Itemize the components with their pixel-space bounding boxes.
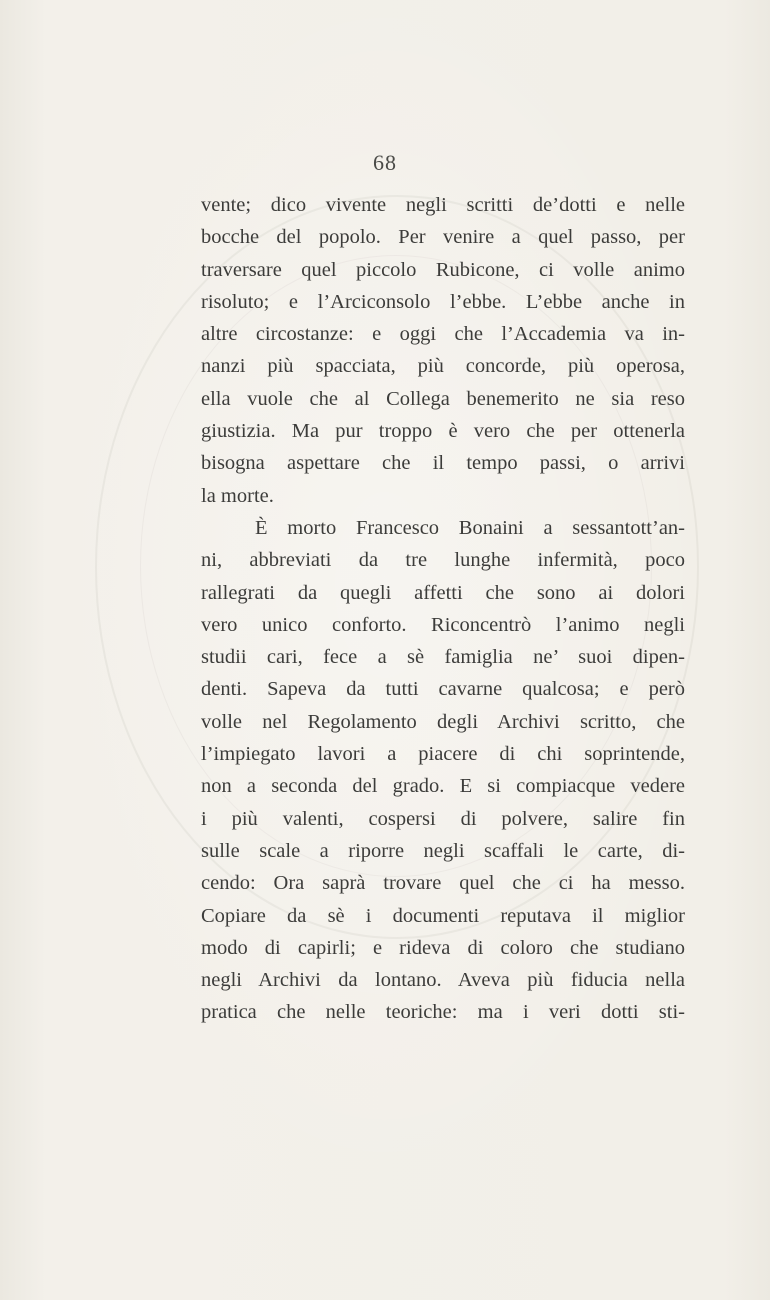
text-line: non a seconda del grado. E si compiacque vedere <box>201 775 685 798</box>
text-line: ni, abbreviati da tre lunghe infermità, poco <box>201 549 685 572</box>
text-line: vero unico conforto. Riconcentrò l’animo negli <box>201 613 685 636</box>
text-line: ella vuole che al Collega benemerito ne sia reso <box>201 387 685 410</box>
text-line: studii cari, fece a sè famiglia ne’ suoi dipen- <box>201 646 685 669</box>
body-text <box>201 189 685 1029</box>
text-line: nanzi più spacciata, più concorde, più operosa, <box>201 355 685 378</box>
text-line: sulle scale a riporre negli scaffali le carte, di- <box>201 839 685 862</box>
page-number: 68 <box>373 150 397 175</box>
text-line: l’impiegato lavori a piacere di chi soprintende, <box>201 743 685 766</box>
text-line: i più valenti, cospersi di polvere, salire fin <box>201 807 685 830</box>
text-line: giustizia. Ma pur troppo è vero che per ottenerla <box>201 420 685 443</box>
text-line: bocche del popolo. Per venire a quel passo, per <box>201 226 685 249</box>
paragraph-start-line: È morto Francesco Bonaini a sessantott’an- <box>255 516 685 539</box>
text-line: bisogna aspettare che il tempo passi, o arrivi <box>201 452 685 475</box>
text-line: pratica che nelle teoriche: ma i veri dotti sti- <box>201 1001 685 1024</box>
text-line: vente; dico vivente negli scritti de’dotti e nelle <box>201 194 685 216</box>
text-line: volle nel Regolamento degli Archivi scritto, che <box>201 710 685 733</box>
text-line: rallegrati da quegli affetti che sono ai dolori <box>201 581 685 604</box>
text-line: cendo: Ora saprà trovare quel che ci ha messo. <box>201 872 685 895</box>
text-line: denti. Sapeva da tutti cavarne qualcosa; e però <box>201 678 685 701</box>
text-line: modo di capirli; e rideva di coloro che studiano <box>201 936 685 959</box>
text-line: traversare quel piccolo Rubicone, ci volle animo <box>201 258 685 281</box>
text-line: Copiare da sè i documenti reputava il miglior <box>201 904 685 927</box>
text-line: risoluto; e l’Arciconsolo l’ebbe. L’ebbe anche in <box>201 290 685 313</box>
paragraph-end-line: la morte. <box>201 484 274 507</box>
text-line: negli Archivi da lontano. Aveva più fiducia nella <box>201 969 685 992</box>
text-line: altre circostanze: e oggi che l’Accademia va in- <box>201 323 685 346</box>
